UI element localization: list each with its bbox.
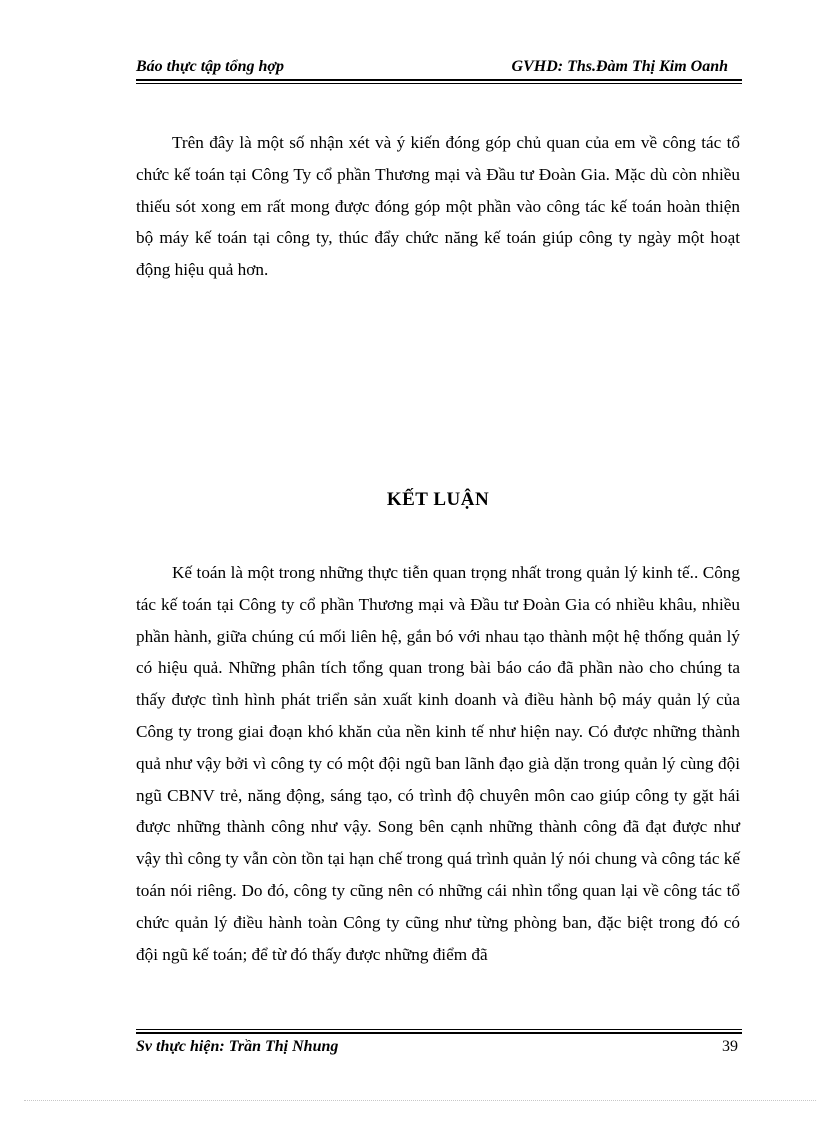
page-footer	[136, 1038, 742, 1060]
page-number: 39	[722, 1038, 738, 1055]
paragraph-closing-remarks: Trên đây là một số nhận xét và ý kiến đóng góp chủ quan của em về công tác tổ chức kế toán tại Công Ty cổ phần Thương mại và Đầu tư Đoàn Gia. Mặc dù còn nhiều thiếu sót xong em rất mong được đóng góp một phần vào công tác kế toán hoàn thiện bộ máy kế toán tại công ty, thúc đẩy chức năng kế toán giúp công ty ngày một hoạt động hiệu quả hơn.	[136, 133, 740, 280]
page-bottom-edge	[24, 1100, 816, 1101]
footer-student-name: Sv thực hiện: Trần Thị Nhung	[136, 1038, 339, 1055]
header-supervisor: GVHD: Ths.Đàm Thị Kim Oanh	[511, 58, 728, 75]
footer-rule-thin	[136, 1029, 742, 1030]
header-rule-thick	[136, 79, 742, 81]
page-header	[136, 58, 742, 80]
header-report-title: Báo thực tập tổng hợp	[136, 58, 284, 75]
footer-rule-thick	[136, 1032, 742, 1034]
section-heading-conclusion: KẾT LUẬN	[386, 489, 490, 510]
paragraph-conclusion: Kế toán là một trong những thực tiễn quan trọng nhất trong quản lý kinh tế.. Công tác kế toán tại Công ty cổ phần Thương mại và Đầu tư Đoàn Gia có nhiều khâu, nhiều phần hành, giữa chúng cú mối liên hệ, gắn bó với nhau tạo thành một hệ thống quản lý có hiệu quả. Những phân tích tổng quan trong bài báo cáo đã phần nào cho chúng ta thấy được tình hình phát triển sản xuất kinh doanh và điều hành bộ máy quản lý của Công ty trong giai đoạn khó khăn của nền kinh tế như hiện nay. Có được những thành quả như vậy bởi vì công ty có một đội ngũ ban lãnh đạo già dặn trong quản lý cùng đội ngũ CBNV trẻ, năng động, sáng tạo, có trình độ chuyên môn cao giúp công ty gặt hái được những thành công như vậy. Song bên cạnh những thành công đã đạt được như vậy thì công ty vẫn còn tồn tại hạn chế trong quá trình quản lý nói chung và công tác kế toán nói riêng. Do đó, công ty cũng nên có những cái nhìn tổng quan lại về công tác tổ chức quản lý điều hành toàn Công ty cũng như từng phòng ban, đặc biệt trong đó có đội ngũ kế toán; để từ đó thấy được những điểm đã	[136, 563, 740, 964]
header-rule-thin	[136, 83, 742, 84]
